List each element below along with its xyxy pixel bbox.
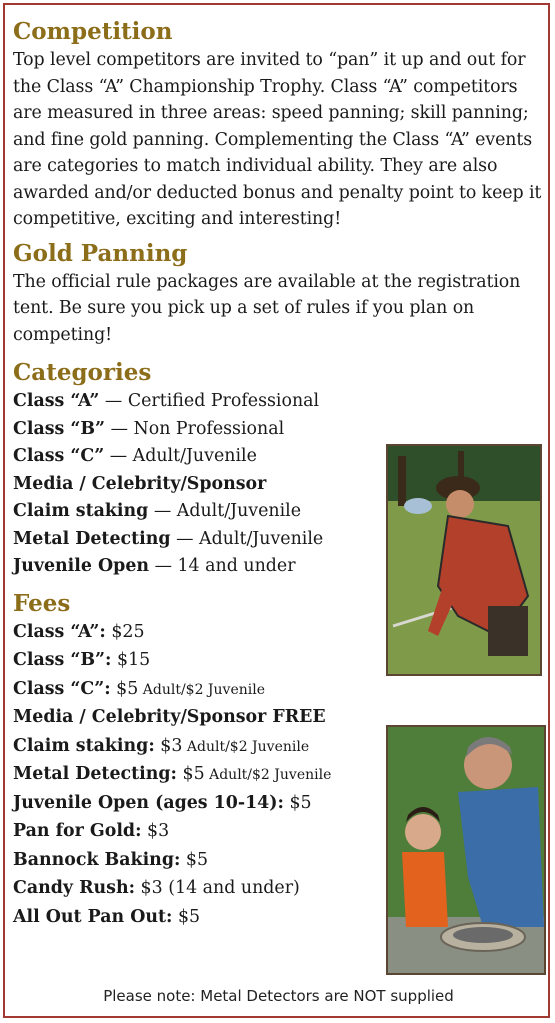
category-name: Media / Celebrity/Sponsor: [13, 473, 267, 494]
category-item: [13, 416, 543, 444]
category-desc: — 14 and under: [149, 556, 296, 576]
info-panel: [3, 3, 550, 1018]
panner-photo: [386, 444, 542, 676]
category-name: Class “B”: [13, 418, 106, 439]
category-name: Class “A”: [13, 391, 100, 411]
category-desc: — Adult/Juvenile: [148, 501, 301, 521]
fee-name: Bannock Baking:: [13, 849, 181, 870]
fee-price: $5: [172, 906, 201, 927]
category-desc: — Adult/Juvenile: [170, 528, 324, 549]
fee-price: $3 (14 and under): [135, 878, 300, 898]
category-item: [13, 388, 543, 416]
fee-price: $25: [105, 621, 145, 642]
category-desc: — Adult/Juvenile: [104, 446, 257, 466]
fee-item: [13, 676, 543, 705]
category-name: Juvenile Open: [13, 556, 150, 576]
category-name: Metal Detecting: [13, 528, 171, 549]
fee-price: $15: [111, 650, 151, 670]
fee-price: $3: [141, 821, 170, 841]
category-desc: — Non Professional: [105, 418, 285, 439]
fee-name: Class “A”:: [13, 621, 106, 642]
panner-photo-illustration: [388, 446, 540, 674]
fee-name: Candy Rush:: [13, 878, 136, 898]
fee-name: Pan for Gold:: [13, 821, 142, 841]
fee-price: $5: [180, 849, 209, 870]
fee-name: Class “C”:: [13, 678, 111, 699]
footer-note: Please note: Metal Detectors are NOT supplied: [103, 987, 454, 1005]
fees-heading: Fees: [13, 589, 71, 617]
fee-name: All Out Pan Out:: [13, 906, 173, 927]
child-panning-photo-illustration: [388, 727, 544, 973]
fee-price: $5: [176, 764, 205, 784]
fee-price: $3: [154, 735, 183, 756]
fee-name: Juvenile Open (ages 10-14):: [13, 792, 284, 813]
competition-heading: Competition: [13, 18, 173, 45]
gold-panning-heading: Gold Panning: [13, 239, 188, 267]
competition-text: Top level competitors are invited to “pan” it up and out for the Class “A” Championship Trophy. Class “A” competitors are measured in three areas: speed panning; skill panning; and fine gold panning. Complementing the Class “A” events are categories to match individual ability. They are also awarded and/or deducted bonus and penalty point to keep it competitive, exciting and interesting!: [13, 50, 542, 229]
category-name: Claim staking: [13, 501, 149, 521]
fee-price: $5: [283, 792, 312, 813]
fee-name: Media / Celebrity/Sponsor FREE: [13, 707, 326, 727]
fee-name: Metal Detecting:: [13, 764, 177, 784]
gold-panning-text: The official rule packages are available at the registration tent. Be sure you pick up a set of rules if you plan on competing!: [13, 271, 521, 345]
fee-name: Class “B”:: [13, 650, 112, 670]
fee-note: Adult/$2 Juvenile: [204, 767, 332, 783]
fee-note: Adult/$2 Juvenile: [182, 738, 310, 755]
fee-name: Claim staking:: [13, 735, 155, 756]
category-desc: — Certified Professional: [99, 391, 320, 411]
categories-heading: Categories: [13, 359, 152, 386]
child-panning-photo: [386, 725, 546, 975]
fee-price: $5: [110, 678, 139, 699]
category-name: Class “C”: [13, 446, 105, 466]
fee-note: Adult/$2 Juvenile: [138, 681, 266, 698]
